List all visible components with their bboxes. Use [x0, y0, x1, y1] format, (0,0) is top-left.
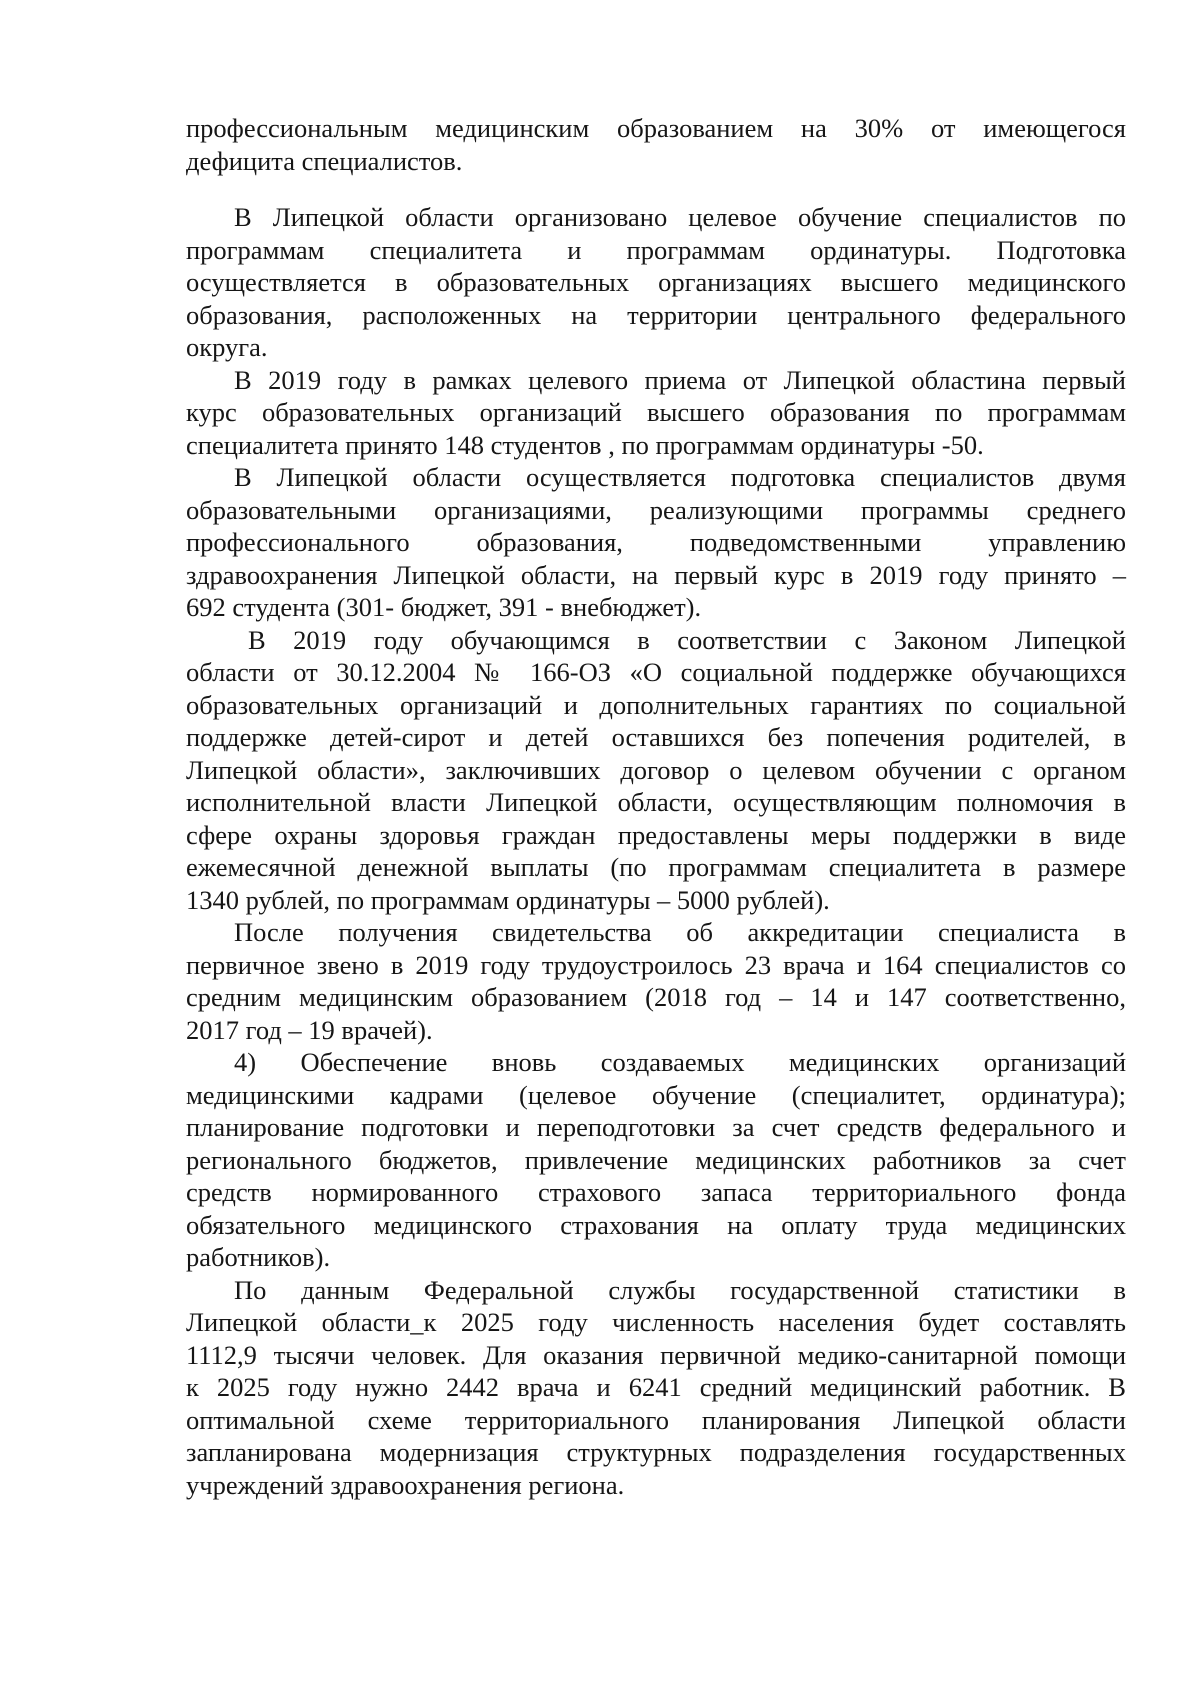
text-line: здравоохранения Липецкой области, на первый курс в 2019 году принято –	[186, 559, 1126, 590]
text-line: области от 30.12.2004 № 166-ОЗ «О социальной поддержке обучающихся	[186, 657, 1126, 687]
text-line: В 2019 году обучающимся в соответствии с Законом Липецкой	[248, 624, 1126, 655]
text-line: ежемесячной денежной выплаты (по программам специалитета в размере	[186, 852, 1126, 882]
text-line: округа.	[186, 332, 268, 362]
text-line: 2017 год – 19 врачей).	[186, 1014, 433, 1045]
text-line: медицинскими кадрами (целевое обучение (специалитет, ординатура);	[186, 1079, 1126, 1110]
paragraph	[186, 201, 1126, 364]
text-line: оптимальной схеме территориального планирования Липецкой области	[186, 1404, 1126, 1435]
text-line: сфере охраны здоровья граждан предоставлены меры поддержки в виде	[186, 819, 1126, 850]
paragraph	[186, 112, 1126, 177]
document-body	[186, 112, 1126, 1501]
text-line: образования, расположенных на территории центрального федерального	[186, 299, 1126, 330]
text-line: После получения свидетельства об аккредитации специалиста в	[234, 917, 1126, 947]
text-line: к 2025 году нужно 2442 врача и 6241 средний медицинский работник. В	[186, 1372, 1126, 1402]
text-line: специалитета принято 148 студентов , по программам ординатуры -50.	[186, 429, 984, 460]
paragraph	[186, 1046, 1126, 1274]
paragraph	[186, 624, 1126, 917]
text-line: средств нормированного страхового запаса территориального фонда	[186, 1177, 1126, 1207]
text-line: 692 студента (301- бюджет, 391 - внебюджет).	[186, 592, 702, 622]
text-line: В Липецкой области организовано целевое обучение специалистов по	[234, 202, 1126, 232]
paragraph-spacer	[186, 177, 1126, 201]
text-line: образовательных организаций и дополнительных гарантиях по социальной	[186, 689, 1126, 720]
text-line: В 2019 году в рамках целевого приема от Липецкой областина первый	[234, 364, 1126, 395]
text-line: запланирована модернизация структурных подразделения государственных	[186, 1437, 1126, 1467]
text-line: обязательного медицинского страхования на оплату труда медицинских	[186, 1209, 1126, 1240]
text-line: Липецкой области_к 2025 году численность населения будет составлять	[186, 1307, 1126, 1337]
text-line: программам специалитета и программам ординатуры. Подготовка	[186, 234, 1126, 265]
text-line: По данным Федеральной службы государственной статистики в	[234, 1274, 1126, 1305]
text-line: В Липецкой области осуществляется подготовка специалистов двумя	[234, 462, 1126, 492]
text-line: профессиональным медицинским образованием на 30% от имеющегося	[186, 113, 1126, 143]
text-line: 4) Обеспечение вновь создаваемых медицинских организаций	[234, 1047, 1126, 1077]
text-line: 1340 рублей, по программам ординатуры – 5000 рублей).	[186, 884, 830, 915]
text-line: профессионального образования, подведомственными управлению	[186, 527, 1126, 557]
text-line: образовательными организациями, реализующими программы среднего	[186, 494, 1126, 525]
paragraph	[186, 916, 1126, 1046]
text-line: поддержке детей-сирот и детей оставшихся без попечения родителей, в	[186, 722, 1126, 752]
text-line: планирование подготовки и переподготовки за счет средств федерального и	[186, 1112, 1126, 1142]
paragraph	[186, 364, 1126, 462]
paragraph	[186, 461, 1126, 624]
text-line: дефицита специалистов.	[186, 145, 463, 176]
paragraph	[186, 1274, 1126, 1502]
text-line: регионального бюджетов, привлечение медицинских работников за счет	[186, 1144, 1126, 1175]
text-line: осуществляется в образовательных организациях высшего медицинского	[186, 267, 1126, 297]
text-line: учреждений здравоохранения региона.	[186, 1469, 625, 1500]
text-line: работников).	[186, 1242, 331, 1272]
text-line: средним медицинским образованием (2018 год – 14 и 147 соответственно,	[186, 982, 1126, 1012]
text-line: курс образовательных организаций высшего образования по программам	[186, 397, 1126, 427]
text-line: исполнительной власти Липецкой области, осуществляющим полномочия в	[186, 787, 1126, 817]
text-line: 1112,9 тысячи человек. Для оказания первичной медико-санитарной помощи	[186, 1339, 1126, 1370]
text-line: первичное звено в 2019 году трудоустроилось 23 врача и 164 специалистов со	[186, 949, 1126, 980]
text-line: Липецкой области», заключивших договор о целевом обучении с органом	[186, 754, 1126, 785]
